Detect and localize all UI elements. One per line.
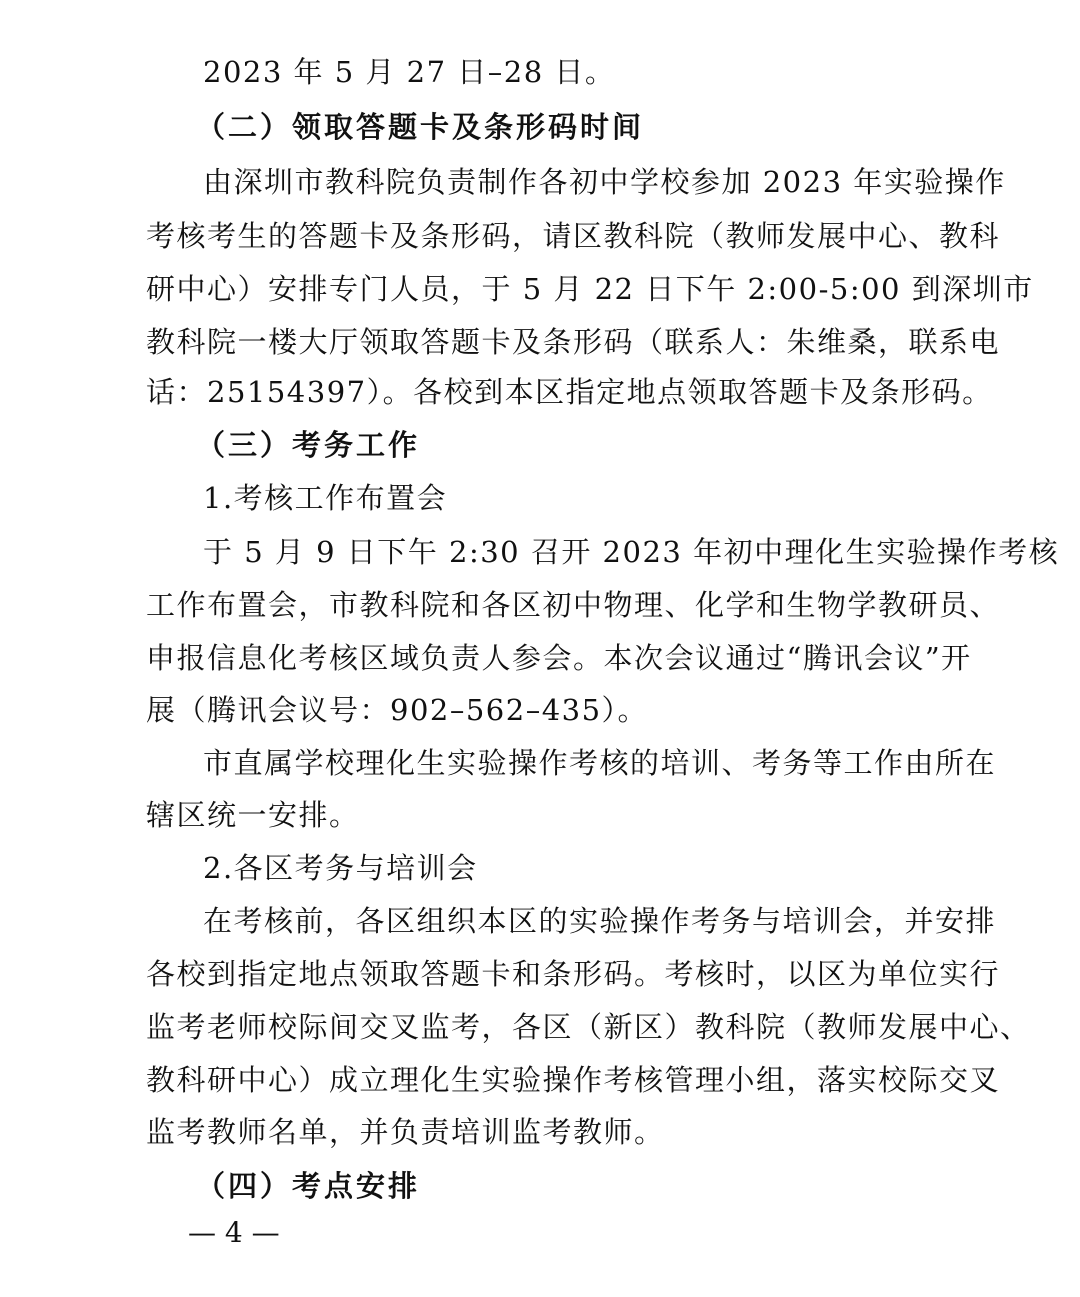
section-heading-2: （二）领取答题卡及条形码时间 (196, 110, 645, 144)
paragraph-line: 教科研中心）成立理化生实验操作考核管理小组，落实校际交叉 (146, 1063, 1001, 1097)
paragraph-line: 监考教师名单，并负责培训监考教师。 (146, 1115, 665, 1149)
paragraph-line: 考核考生的答题卡及条形码，请区教科院（教师发展中心、教科 (146, 219, 1001, 253)
section-heading-4: （四）考点安排 (196, 1169, 421, 1203)
paragraph-line: 展（腾讯会议号：902–562–435）。 (146, 693, 649, 727)
subsection-heading-1: 1.考核工作布置会 (203, 481, 448, 515)
page-number: — 4 — (188, 1216, 280, 1249)
paragraph-line: 话：25154397）。各校到本区指定地点领取答题卡及条形码。 (146, 375, 993, 409)
paragraph-line: 市直属学校理化生实验操作考核的培训、考务等工作由所在 (203, 746, 997, 780)
paragraph-line: 工作布置会，市教科院和各区初中物理、化学和生物学教研员、 (146, 588, 1001, 622)
paragraph-line: 在考核前，各区组织本区的实验操作考务与培训会，并安排 (203, 904, 997, 938)
paragraph-line: 于 5 月 9 日下午 2:30 召开 2023 年初中理化生实验操作考核 (203, 535, 1060, 569)
paragraph-line: 监考老师校际间交叉监考，各区（新区）教科院（教师发展中心、 (146, 1010, 1031, 1044)
paragraph-line: 教科院一楼大厅领取答题卡及条形码（联系人：朱维桑，联系电 (146, 325, 1001, 359)
paragraph-line: 申报信息化考核区域负责人参会。本次会议通过“腾讯会议”开 (146, 641, 972, 675)
paragraph-line: 各校到指定地点领取答题卡和条形码。考核时，以区为单位实行 (146, 957, 1001, 991)
paragraph-line: 由深圳市教科院负责制作各初中学校参加 2023 年实验操作 (203, 165, 1006, 199)
paragraph-line: 辖区统一安排。 (146, 798, 360, 832)
section-heading-3: （三）考务工作 (196, 428, 421, 462)
date-line: 2023 年 5 月 27 日–28 日。 (203, 55, 616, 89)
paragraph-line: 研中心）安排专门人员，于 5 月 22 日下午 2:00-5:00 到深圳市 (146, 272, 1034, 306)
subsection-heading-2: 2.各区考务与培训会 (203, 851, 478, 885)
